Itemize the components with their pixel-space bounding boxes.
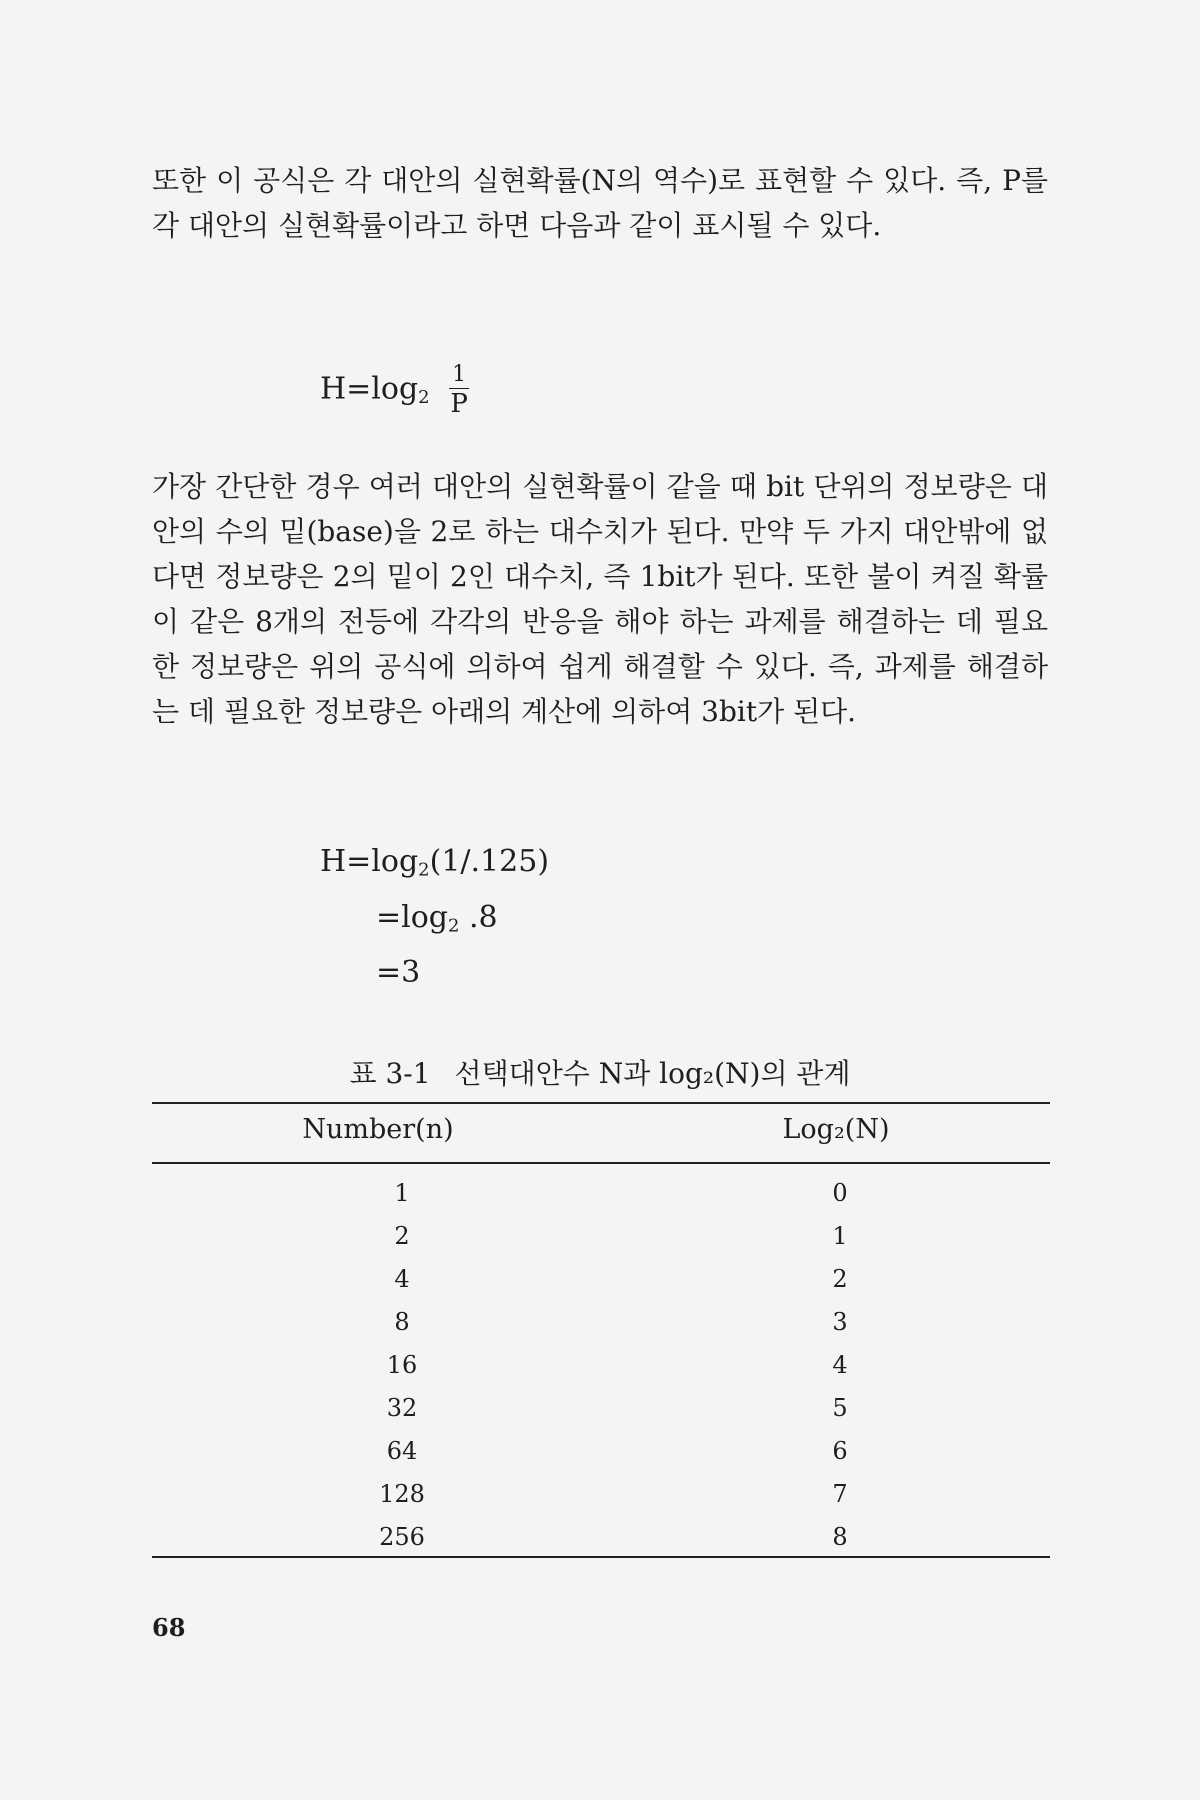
table-cell-n: 16 (386, 1351, 418, 1379)
table-caption-text: 선택대안수 N과 log₂(N)의 관계 (454, 1057, 851, 1090)
table-cell-n: 2 (394, 1222, 410, 1250)
table-cell-n: 32 (386, 1394, 418, 1422)
formula-information (320, 362, 469, 419)
calc-line-2-arg: .8 (469, 899, 498, 935)
table-cell-n: 1 (394, 1179, 410, 1207)
table-cell-n: 4 (394, 1265, 410, 1293)
paragraph-bit-explanation: 가장 간단한 경우 여러 대안의 실현확률이 같을 때 bit 단위의 정보량은 대안의 수의 밑(base)을 2로 하는 대수치가 된다. 만약 두 가지 대안밖에 없다면 정보량은 2의 밑이 2인 대수치, 즉 1bit가 된다. 또한 불이 켜질 확률이 같은 8개의 전등에 각각의 반응을 해야 하는 과제를 해결하는 데 필요한 정보량은 위의 공식에 의하여 쉽게 해결할 수 있다. 즉, 과제를 해결하는 데 필요한 정보량은 아래의 계산에 의하여 3bit가 된다. (152, 470, 1048, 728)
table-bottom-rule (152, 1556, 1050, 1558)
table-header-log: Log₂(N) (782, 1114, 890, 1145)
table-header-rule (152, 1162, 1050, 1164)
formula-lhs: H=log (320, 371, 419, 407)
table-cell-log: 7 (832, 1480, 848, 1508)
calc-line-3: =3 (376, 955, 421, 990)
table-cell-n: 64 (386, 1437, 418, 1465)
table-column-log (780, 1172, 900, 1559)
table-top-rule (152, 1102, 1050, 1104)
fraction-denominator: P (450, 389, 468, 419)
table-column-number (342, 1172, 462, 1559)
calc-line-2 (320, 894, 549, 950)
table-caption (0, 1052, 1200, 1092)
calc-line-1-base: 2 (418, 859, 430, 881)
table-cell-log: 5 (832, 1394, 848, 1422)
table-cell-n: 8 (394, 1308, 410, 1336)
formula-fraction (449, 362, 469, 419)
table-cell-log: 3 (832, 1308, 848, 1336)
calc-line-2-lhs: =log (376, 899, 448, 935)
table-cell-log: 8 (832, 1523, 848, 1551)
paragraph-probability-intro: 또한 이 공식은 각 대안의 실현확률(N의 역수)로 표현할 수 있다. 즉, P를 각 대안의 실현확률이라고 하면 다음과 같이 표시될 수 있다. (152, 164, 1048, 242)
table-cell-log: 2 (832, 1265, 848, 1293)
calc-line-1-lhs: H=log (320, 844, 419, 879)
table-cell-log: 4 (832, 1351, 848, 1379)
calc-line-2-base: 2 (448, 915, 460, 936)
calc-line-1 (320, 838, 549, 894)
table-cell-log: 0 (832, 1179, 848, 1207)
page-number: 68 (152, 1613, 186, 1642)
table-cell-log: 1 (832, 1222, 848, 1250)
formula-log-base: 2 (418, 387, 430, 408)
table-cell-n: 256 (379, 1523, 425, 1551)
table-caption-label: 표 3-1 (349, 1057, 431, 1090)
table-cell-n: 128 (379, 1480, 425, 1508)
table-cell-log: 6 (832, 1437, 848, 1465)
calculation-block (320, 838, 549, 996)
table-header-number: Number(n) (302, 1114, 454, 1145)
calc-line-1-arg: (1/.125) (429, 844, 550, 879)
fraction-numerator: 1 (449, 362, 469, 389)
